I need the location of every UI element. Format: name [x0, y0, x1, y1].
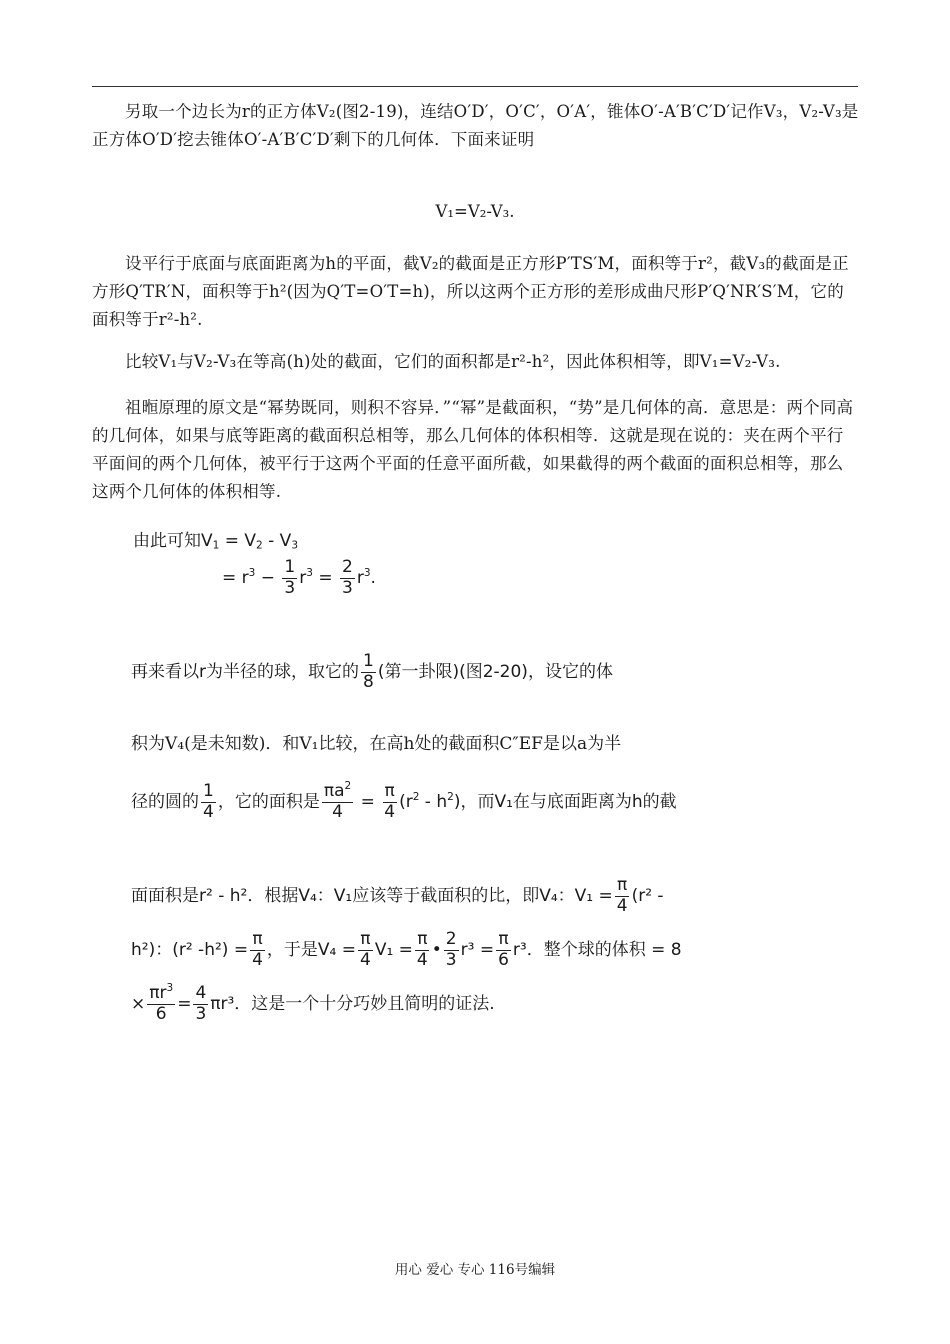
v4-text-f: r³．整个球的体积 = 8 [512, 940, 682, 961]
math-line-sphere-intro [131, 652, 613, 692]
fraction-pi-quarter: $\frac{\pi}{4}$ [384, 781, 396, 822]
paragraph-compare-volumes: 比较V₁与V₂-V₃在等高(h)处的截面，它们的面积都是r²-h²，因此体积相等，即V₁=V₂-V₃. [125, 352, 781, 371]
fraction-pi-quarter-4: $\frac{\pi}{4}$ [360, 929, 371, 970]
v4-text-c: V₁ = [374, 940, 413, 961]
math-line-sphere-volume [131, 984, 495, 1024]
sphere-intro-text-2: (第一卦限)(图2-20)，设它的体 [377, 662, 613, 683]
fraction-pi-r-cubed-sixth: $\frac{\pi r^3}{6}$ [149, 982, 174, 1024]
math-prefix: 由此可知 [133, 531, 201, 551]
v4-text-b: ，于是V₄ = [266, 940, 356, 961]
fraction-one-third: $\frac{1}{3}$ [284, 557, 296, 598]
fraction-two-thirds-2: $\frac{2}{3}$ [445, 929, 457, 970]
fraction-four-thirds: $\frac{4}{3}$ [195, 983, 207, 1024]
ratio-text-b: (r² - [631, 886, 664, 907]
math-line-v1: 由此可知$V_1 = V_2 - V_3$ [133, 531, 299, 552]
paragraph-cross-section: 设平行于底面与底面距离为h的平面，截V₂的截面是正方形P′TS′M，面积等于r²，截V₃的截面是正方形Q′TR′N，面积等于h²(因为Q′T=O′T=h)，所以这两个正方形的差形成曲尺形P′Q′NR′S′M，它的面积等于r²-h². [92, 254, 849, 329]
circle-text-b: ，它的面积是 [217, 792, 320, 813]
math-line-circle-area: 径的圆的 $\frac{1}{4}$ ，它的面积是 $\frac{\pi a^2}{4}$ = $\frac{\pi}{4}$ $(r^2 - h^2)$，而V₁在与底面距离为h的截 [131, 780, 677, 822]
circle-text-a: 径的圆的 [131, 792, 199, 813]
sphere-intro-text: 再来看以r为半径的球，取它的 [131, 662, 359, 683]
fraction-pi-quarter-5: $\frac{\pi}{4}$ [416, 929, 428, 970]
fraction-pi-quarter-3: $\frac{\pi}{4}$ [252, 929, 263, 970]
volume-text-a: × [131, 994, 146, 1015]
v4-text-d: • [431, 940, 442, 961]
math-line-r-cubed: = $r^3$ − $\frac{1}{3}$ $r^3$ = $\frac{2}{3}$ $r^3$. [222, 557, 376, 598]
paragraph-zu-geng-principle: 祖暅原理的原文是“幂势既同，则积不容异．”“幂”是截面积，“势”是几何体的高．意思是：两个同高的几何体，如果与底等距离的截面积总相等，那么几何体的体积相等．这就是现在说的：夹在两个平行平面间的两个几何体，被平行于这两个平面的任意平面所截，如果截得的两个截面的面积总相等，那么这两个几何体的体积相等. [92, 398, 854, 501]
fraction-pi-sixth: $\frac{\pi}{6}$ [498, 929, 509, 970]
volume-text-c: πr³．这是一个十分巧妙且简明的证法. [210, 994, 495, 1015]
equation-v1-v2-v3: V₁=V₂-V₃. [435, 202, 515, 221]
math-line-v4-intro [131, 729, 621, 754]
volume-text-b: = [177, 994, 192, 1015]
circle-text-c: ，而V₁在与底面距离为h的截 [460, 792, 677, 813]
fraction-one-quarter: $\frac{1}{4}$ [203, 781, 214, 822]
fraction-two-thirds: $\frac{2}{3}$ [342, 557, 353, 598]
math-line-section-ratio [131, 876, 664, 916]
ratio-text-a: 面面积是r² - h²．根据V₄：V₁应该等于截面积的比，即V₄：V₁ = [131, 886, 613, 907]
page-footer: 用心 爱心 专心 116号编辑 [394, 1262, 556, 1278]
fraction-pi-quarter-2: $\frac{\pi}{4}$ [616, 875, 628, 916]
paragraph-cube-v2: 另取一个边长为r的正方体V₂(图2-19)，连结O′D′，O′C′，O′A′，锥体O′-A′B′C′D′记作V₃，V₂-V₃是正方体O′D′挖去锥体O′-A′B′C′D′剩下的几何体．下面来证明 [92, 102, 859, 149]
fraction-pi-a-squared: $\frac{\pi a^2}{4}$ [323, 780, 352, 822]
math-line-v4-result [131, 930, 682, 970]
v4-text-a: h²)：(r² -h²) = [131, 940, 249, 961]
fraction-one-eighth: $\frac{1}{8}$ [363, 651, 374, 692]
header-rule [92, 86, 858, 87]
v4-text-e: r³ = [460, 940, 495, 961]
v4-intro-text: 积为V₄(是未知数)．和V₁比较，在高h处的截面积C″EF是以a为半 [131, 734, 622, 754]
